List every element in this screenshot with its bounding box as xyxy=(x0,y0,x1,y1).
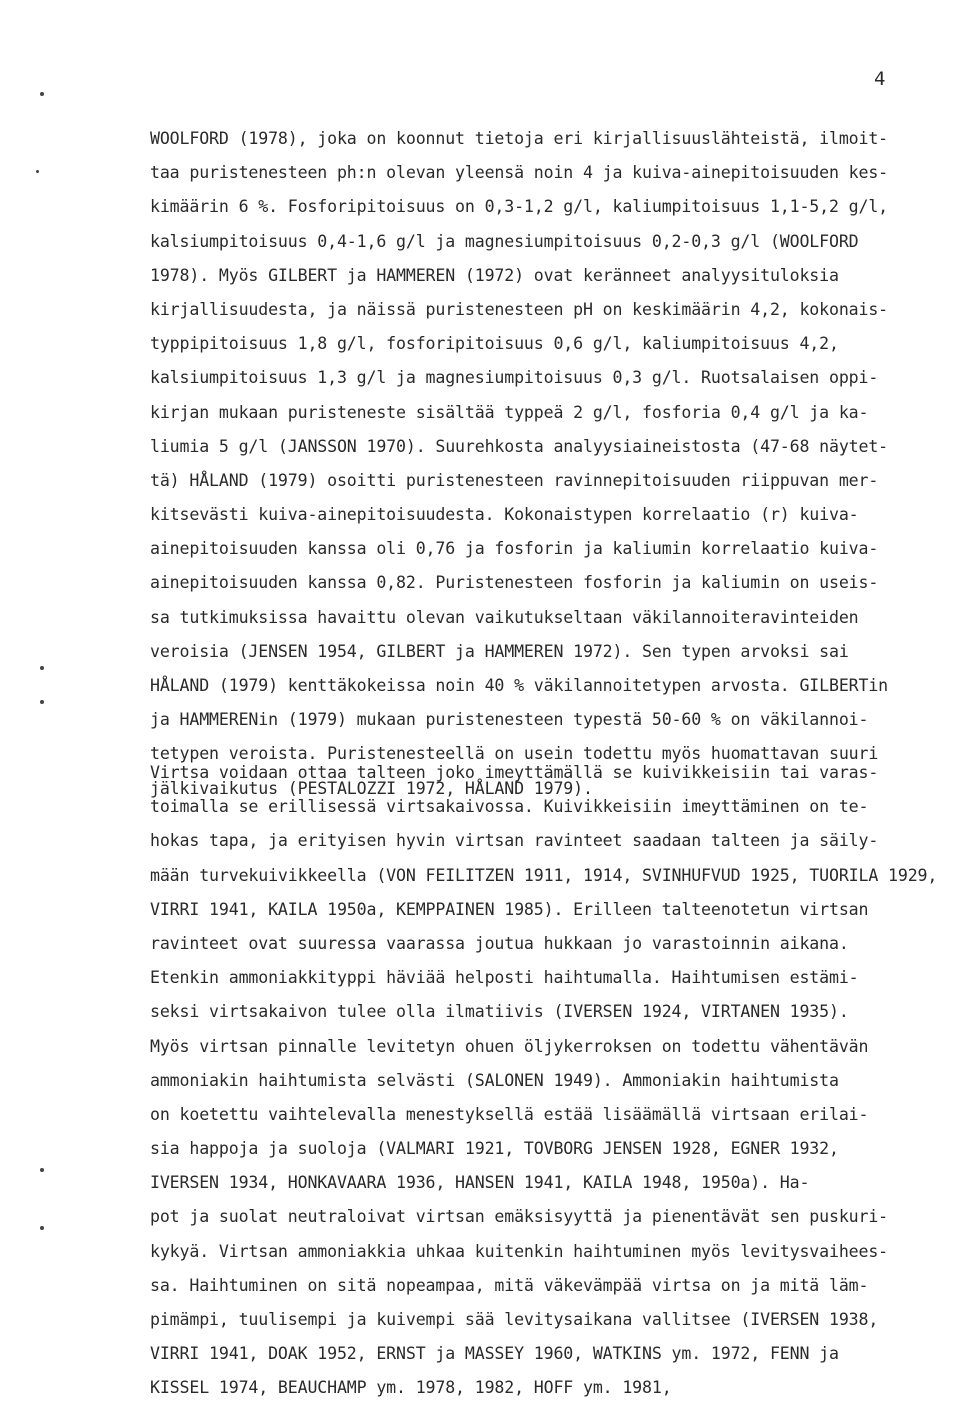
page-number: 4 xyxy=(874,68,886,90)
text-line: sia happoja ja suoloja (VALMARI 1921, TOVBORG JENSEN 1928, EGNER 1932, xyxy=(150,1139,839,1159)
text-line: seksi virtsakaivon tulee olla ilmatiivis (IVERSEN 1924, VIRTANEN 1935). xyxy=(150,1002,849,1022)
text-line: pot ja suolat neutraloivat virtsan emäksisyyttä ja pienentävät sen puskuri- xyxy=(150,1207,889,1227)
text-line: 1978). Myös GILBERT ja HAMMEREN (1972) ovat keränneet analyysituloksia xyxy=(150,265,839,285)
text-line: mään turvekuivikkeella (VON FEILITZEN 1911, 1914, SVINHUFVUD 1925, TUORILA 1929, xyxy=(150,865,938,885)
paragraph-puristeneste xyxy=(150,122,950,806)
text-line: kimäärin 6 %. Fosforipitoisuus on 0,3-1,2 g/l, kaliumpitoisuus 1,1-5,2 g/l, xyxy=(150,197,889,217)
text-line: pimämpi, tuulisempi ja kuivempi sää levitysaikana vallitsee (IVERSEN 1938, xyxy=(150,1310,879,1329)
text-line: KISSEL 1974, BEAUCHAMP ym. 1978, 1982, HOFF ym. 1981, xyxy=(150,1378,672,1398)
text-line: tä) HÅLAND (1979) osoitti puristenesteen ravinnepitoisuuden riippuvan mer- xyxy=(150,470,879,490)
text-line: toimalla se erillisessä virtsakaivossa. Kuivikkeisiin imeyttäminen on te- xyxy=(150,797,869,817)
text-line: ammoniakin haihtumista selvästi (SALONEN 1949). Ammoniakin haihtumista xyxy=(150,1070,839,1090)
text-line: WOOLFORD (1978), joka on koonnut tietoja eri kirjallisuuslähteistä, ilmoit- xyxy=(150,129,889,148)
scan-speck xyxy=(40,666,44,670)
text-line: jälkivaikutus (PESTALOZZI 1972, HÅLAND 1979). xyxy=(150,778,593,798)
text-line: liumia 5 g/l (JANSSON 1970). Suurehkosta analyysiaineistosta (47-68 näytet- xyxy=(150,436,889,456)
text-line: taa puristenesteen ph:n olevan yleensä noin 4 ja kuiva-ainepitoisuuden kes- xyxy=(150,163,889,183)
text-line: kykyä. Virtsan ammoniakkia uhkaa kuitenkin haihtuminen myös levitysvaihees- xyxy=(150,1241,889,1261)
scan-speck xyxy=(40,92,44,96)
text-line: ainepitoisuuden kanssa 0,82. Puristenesteen fosforin ja kaliumin on useis- xyxy=(150,573,879,593)
text-line: tetypen veroista. Puristenesteellä on usein todettu myös huomattavan suuri xyxy=(150,744,879,764)
scan-speck xyxy=(40,700,44,704)
text-line: HÅLAND (1979) kenttäkokeissa noin 40 % väkilannoitetypen arvosta. GILBERTin xyxy=(150,676,889,695)
text-line: VIRRI 1941, KAILA 1950a, KEMPPAINEN 1985). Erilleen talteenotetun virtsan xyxy=(150,899,869,919)
scan-speck xyxy=(40,1226,44,1230)
text-line: ja HAMMERENin (1979) mukaan puristenesteen typestä 50-60 % on väkilannoi- xyxy=(150,710,869,730)
text-line: kitsevästi kuiva-ainepitoisuudesta. Kokonaistypen korrelaatio (r) kuiva- xyxy=(150,505,859,525)
text-line: Virtsa voidaan ottaa talteen joko imeyttämällä se kuivikkeisiin tai varas- xyxy=(150,763,879,782)
text-line: IVERSEN 1934, HONKAVAARA 1936, HANSEN 1941, KAILA 1948, 1950a). Ha- xyxy=(150,1173,810,1193)
text-line: ainepitoisuuden kanssa oli 0,76 ja fosforin ja kaliumin korrelaatio kuiva- xyxy=(150,539,879,559)
text-line: kalsiumpitoisuus 1,3 g/l ja magnesiumpitoisuus 0,3 g/l. Ruotsalaisen oppi- xyxy=(150,368,879,388)
text-line: VIRRI 1941, DOAK 1952, ERNST ja MASSEY 1960, WATKINS ym. 1972, FENN ja xyxy=(150,1344,839,1364)
scan-speck xyxy=(40,1168,44,1172)
paragraph-virtsa xyxy=(150,756,950,1406)
text-line: kalsiumpitoisuus 0,4-1,6 g/l ja magnesiumpitoisuus 0,2-0,3 g/l (WOOLFORD xyxy=(150,231,859,251)
text-line: veroisia (JENSEN 1954, GILBERT ja HAMMEREN 1972). Sen typen arvoksi sai xyxy=(150,641,849,661)
text-line: kirjallisuudesta, ja näissä puristenesteen pH on keskimäärin 4,2, kokonais- xyxy=(150,299,889,319)
scan-speck xyxy=(36,170,39,173)
text-line: kirjan mukaan puristeneste sisältää typpeä 2 g/l, fosforia 0,4 g/l ja ka- xyxy=(150,402,869,422)
text-line: typpipitoisuus 1,8 g/l, fosforipitoisuus 0,6 g/l, kaliumpitoisuus 4,2, xyxy=(150,334,839,354)
text-line: Etenkin ammoniakkityppi häviää helposti haihtumalla. Haihtumisen estämi- xyxy=(150,968,859,988)
text-line: ravinteet ovat suuressa vaarassa joutua hukkaan jo varastoinnin aikana. xyxy=(150,933,849,953)
text-line: sa. Haihtuminen on sitä nopeampaa, mitä väkevämpää virtsa on ja mitä läm- xyxy=(150,1275,869,1295)
text-line: on koetettu vaihtelevalla menestyksellä estää lisäämällä virtsaan erilai- xyxy=(150,1104,869,1124)
text-line: sa tutkimuksissa havaittu olevan vaikutukseltaan väkilannoiteravinteiden xyxy=(150,607,859,627)
text-line: hokas tapa, ja erityisen hyvin virtsan ravinteet saadaan talteen ja säily- xyxy=(150,831,879,851)
text-line: Myös virtsan pinnalle levitetyn ohuen öljykerroksen on todettu vähentävän xyxy=(150,1036,869,1056)
